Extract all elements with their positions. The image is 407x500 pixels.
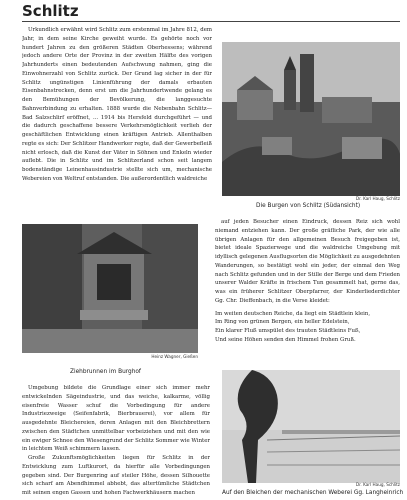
castle-illustration xyxy=(222,42,400,196)
paragraph-future: Große Zukunftsmöglichkeiten liegen für Schlitz in der Entwicklung zum Luftkurort, da hierfür alle Vorbedingungen gegeben sind. Der Burgenring auf steiler Höhe, dessen Silhouette sich scharf am Abendhimmel abhebt, das altertümliche Städtchen mit seinen engen Gassen und hohen Fachwerkhäusern machen xyxy=(22,455,210,496)
photo-castle xyxy=(222,42,400,196)
paragraph-park: auf jeden Besucher einen Eindruck, dessen Reiz sich wohl niemand entziehen kann. Der große gräfliche Park, der wie alle übrigen Anlagen für den allgemeinen Besuch freigegeben ist, bietet ideale Spazierwege und die waldreiche Umgebung mit idyllisch gelegenen Ausflugsorten die Möglichkeit zu ausgedehnten Wanderungen, so bestätigt wohl ein jeder, der einmal den Weg nach Schlitz gefunden und in der Stille der Berge und dem Frieden unserer Walder Kräfte in frischem Tun gesammelt hat, gerne das, was ein früherer Schlitzer Oberpfarrer, der Kinderliederdichter Gg. Chr. Dieffenbach, in die Verse kleidet: xyxy=(215,219,400,304)
photo-fountain xyxy=(22,224,198,353)
paragraph-industry: Umgebung bildete die Grundlage einer sich immer mehr entwickelnden Sägeindustrie, und das weiche, kalkarme, völlig eisenfreie Wasser schuf die Vorbedingung für andere Industriezweige (Seifenfabrik, Bierbrauerei), vor allem für ausgedehnte Bleichereien, deren Anlagen mit den Bleichbrettern zwischen den Städtchen unmittelbar vorbeiziehen und mit den wie ein ewiger Schnee den Wiesengrund der Schlitz Sommer wie Winter in leichtem Weiß schimmern lassen. xyxy=(22,385,210,453)
credit-fountain: Heinz Wagner, Gießen xyxy=(151,354,198,359)
article-column-mid-right xyxy=(215,218,400,363)
credit-bleach: Dr. Karl Haug, Schlitz xyxy=(355,482,400,487)
poem-line: Ein klarer Fluß umspület des trauten Städtleins Fuß, xyxy=(215,328,361,334)
caption-castle: Die Burgen von Schlitz (Südansicht) xyxy=(256,203,361,209)
article-column-top-left xyxy=(22,26,212,216)
title-rule xyxy=(22,21,400,22)
poem xyxy=(215,310,400,345)
caption-bleach: Auf den Bleichen der mechanischen Weberei Gg. Langheinrich xyxy=(222,490,404,496)
bleach-illustration xyxy=(222,370,400,483)
credit-castle: Dr. Karl Haug, Schlitz xyxy=(355,196,400,201)
poem-line: Im Ring von grünen Bergen, ein heller Edelstein, xyxy=(215,319,350,326)
fountain-illustration xyxy=(22,224,198,353)
poem-line: Im weiten deutschen Reiche, da liegt ein Städtlein klein, xyxy=(215,310,371,317)
poem-line: Und seine Höhen senden den Himmel frohen Gruß. xyxy=(215,336,356,343)
article-column-bottom-left xyxy=(22,384,210,498)
photo-bleach xyxy=(222,370,400,483)
caption-fountain: Ziehbrunnen im Burghof xyxy=(70,369,141,375)
paragraph-history: Urkundlich erwähnt wird Schlitz zum erstenmal im Jahre 812, dem Jahr, in dem seine Kirche geweiht wurde. Es gehörte noch vor hundert Jahren zu den größeren Städten Oberhessens; während jedoch andere Orte der Provinz in der zweiten Hälfte des vorigen Jahrhunderts einen bedeutenden Aufschwung nahmen, ging die Einwohnerzahl von Schlitz zurück. Der Grund lag sicher in der für Schlitz ungünstigen Linienführung der damals erbauten Eisenbahnstrecken, denn erst um die Jahrhundertwende gelang es den Bemühungen der Bevölkerung, die langgesuchte Bahnverbindung zu erhalten. 1888 wurde die Nebenbahn Schlitz—Bad Salzschlirf eröffnet, ... 1914 bis Hersfeld durchgeführt — und die dadurch geschaffene bessere Verkehrsmöglichkeit verlieh der geschäftlichen Entwicklung einen kräftigen Antrieb. Allenthalben regte es sich: Der Schlitzer Handwerker regte, daß der Gewerbefleiß nicht erlosch, daß die Kunst der Väter in Söhnen und Enkeln wieder auflebt. Die in Schlitz und im Schlitzerland schon seit langem bodenständige Leinenhausindustrie stellte sich um, mechanische Webereien von Weltruf entstanden. Die außerordentlich waldreiche xyxy=(22,27,212,182)
page-title: Schlitz xyxy=(22,2,79,20)
